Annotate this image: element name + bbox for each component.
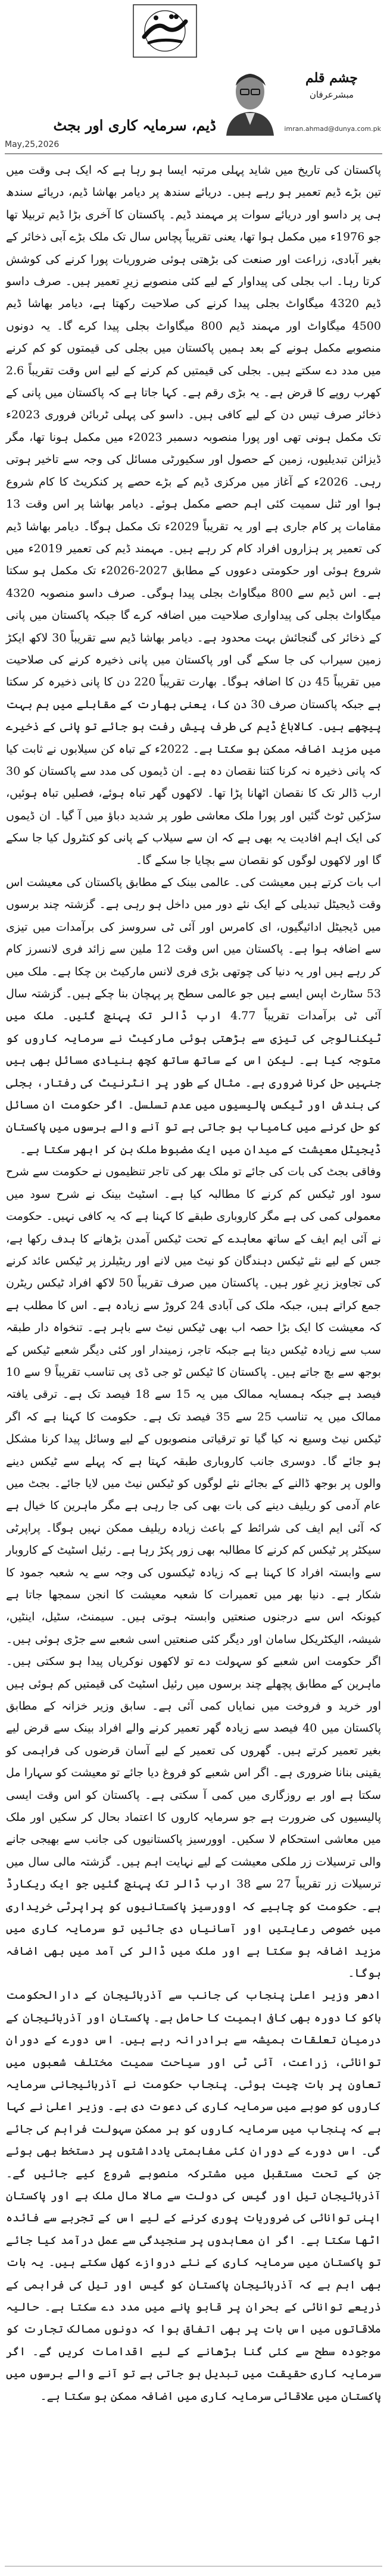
author-name: مبشرعرفان	[309, 89, 354, 100]
author-email[interactable]: imran.ahmad@dunya.com.pk	[284, 125, 381, 133]
dunya-logo	[132, 4, 198, 58]
author-portrait	[220, 65, 280, 136]
article-paragraph: پاکستان کی تاریخ میں شاید پہلی مرتبہ ایسا ہو رہا ہے کہ ایک ہی وقت میں تین بڑے ڈیم تعمیر ہو رہے ہیں۔ دریائے سندھ پر دیامر بھاشا ڈیم، دریائے سندھ ہی پر داسو اور دریائے سوات پر مہمند ڈیم۔ پاکستان کا آخری بڑا ڈیم تربیلا تھا جو 1976ء میں مکمل ہوا تھا، یعنی تقریباً پچاس سال تک ملک بڑے آبی ذخائر کے بغیر آبادی، زراعت اور صنعت کی بڑھتی ہوئی ضروریات پورا کرنے کی کوشش کرتا رہا۔ اب بجلی کی پیداوار کے لیے کئی منصوبے زیرِ تعمیر ہیں۔ صرف داسو ڈیم 4320 میگاواٹ بجلی پیدا کرنے کی صلاحیت رکھتا ہے، دیامر بھاشا ڈیم 4500 میگاواٹ اور مہمند ڈیم 800 میگاواٹ بجلی پیدا کرے گا۔ یہ دونوں منصوبے مکمل ہونے کے بعد ہمیں پاکستان میں بجلی کی قیمتوں کو کم کرنے میں مدد دے سکتے ہیں۔ بجلی کی قیمتیں کم کرنے کے لیے اس وقت تقریباً 2.6 کھرب روپے کا قرض ہے۔ یہ بڑی رقم ہے۔ کہا جاتا ہے کہ پاکستان میں پانی کے ذخائر صرف تیس دن کے لیے کافی ہیں۔ داسو کی پہلی ٹربائن فروری 2023ء تک مکمل ہونی تھی اور پورا منصوبہ دسمبر 2023ء میں مکمل ہونا تھا، مگر ڈیزائن تبدیلیوں، زمین کے حصول اور سکیورٹی مسائل کی وجہ سے تاخیر ہوتی رہی۔ 2026ء کے آغاز میں مرکزی ڈیم کے بڑے حصے پر کنکریٹ کا کام شروع ہوا اور ٹنل سمیت کئی اہم حصے مکمل ہوئے۔ دیامر بھاشا پر اس وقت 13 مقامات پر کام جاری ہے اور یہ تقریباً 2029ء تک مکمل ہوگا۔ دیامر بھاشا ڈیم کی تعمیر پر ہزاروں افراد کام کر رہے ہیں۔ مہمند ڈیم کی تعمیر 2019ء میں شروع ہوئی اور حکومتی دعووں کے مطابق 2027-2026ء تک مکمل ہو سکتا ہے۔ اس ڈیم سے 800 میگاواٹ بجلی پیدا ہوگی۔ صرف داسو منصوبہ 4320 میگاواٹ بجلی کی پیداواری صلاحیت میں اضافہ کرے گا جبکہ پاکستان میں پانی کے ذخائر کی گنجائش بہت محدود ہے۔ دیامر بھاشا ڈیم سے تقریباً 30 لاکھ ایکڑ زمین سیراب کی جا سکے گی اور پاکستان میں پانی ذخیرہ کرنے کی صلاحیت میں تقریباً 45 دن کا اضافہ ہوگا۔ بھارت تقریباً 220 دن کا پانی ذخیرہ کر سکتا ہے جبکہ پاکستان صرف 30 دن کا، یعنی بھارت کے مقابلے میں ہم بہت پیچھے ہیں۔ کالاباغ ڈیم کی طرف پیش رفت ہو جائے تو پانی کے ذخیرے میں مزید اضافہ ممکن ہو سکتا ہے۔ 2022ء کے تباہ کن سیلابوں نے ثابت کیا کہ پانی ذخیرہ نہ کرنا کتنا نقصان دہ ہے۔ ان ڈیموں کی مدد سے پاکستان کو 30 ارب ڈالر تک کا نقصان اٹھانا پڑا تھا۔ لاکھوں گھر تباہ ہوئے، فصلیں تباہ ہوئیں، سڑکیں ٹوٹ گئیں اور پورا ملک معاشی طور پر شدید دباؤ میں آ گیا۔ ان ڈیموں کی ایک اہم افادیت یہ بھی ہے کہ ان سے سیلاب کے پانی کو کنٹرول کیا جا سکے گا اور لاکھوں لوگوں کو نقصان سے بچایا جا سکے گا۔	[6, 164, 381, 867]
article-body	[6, 159, 381, 2408]
article-paragraph: اب بات کرتے ہیں معیشت کی۔ عالمی بینک کے مطابق پاکستان کی معیشت اس وقت ڈیجیٹل تبدیلی کے ایک نئے دور میں داخل ہو رہی ہے۔ گزشتہ چند برسوں میں ڈیجیٹل ادائیگیوں، ای کامرس اور آئی ٹی سروسز کی برآمدات میں تیزی سے اضافہ ہوا ہے۔ پاکستان میں اس وقت 12 ملین سے زائد فری لانسرز کام کر رہے ہیں اور یہ دنیا کی چوتھی بڑی فری لانس مارکیٹ بن چکا ہے۔ ملک میں 53 سٹارٹ اپس ایسے ہیں جو عالمی سطح پر پہچان بنا چکے ہیں۔ گزشتہ سال آئی ٹی برآمدات تقریباً 4.77 ارب ڈالر تک پہنچ گئیں۔ ملک میں ٹیکنالوجی کی تیزی سے بڑھتی ہوئی مارکیٹ نے سرمایہ کاروں کو متوجہ کیا ہے۔ لیکن اس کے ساتھ ساتھ کچھ بنیادی مسائل بھی ہیں جنہیں حل کرنا ضروری ہے۔ مثال کے طور پر انٹرنیٹ کی رفتار، بجلی کی بندش اور ٹیکس پالیسیوں میں عدم تسلسل۔ اگر حکومت ان مسائل کو حل کرنے میں کامیاب ہو جاتی ہے تو آنے والے برسوں میں پاکستان ڈیجیٹل معیشت کے میدان میں ایک مضبوط ملک بن کر ابھر سکتا ہے۔	[6, 876, 381, 1156]
author-photo	[220, 65, 280, 136]
article-paragraph: ادھر وزیر اعلیٰ پنجاب کی جانب سے آذربائیجان کے دارالحکومت باکو کا دورہ بھی کافی اہمیت کا حامل ہے۔ پاکستان اور آذربائیجان کے درمیان تعلقات ہمیشہ سے برادرانہ رہے ہیں۔ اس دورے کے دوران توانائی، زراعت، آئی ٹی اور سیاحت سمیت مختلف شعبوں میں تعاون پر بات چیت ہوئی۔ پنجاب حکومت نے آذربائیجانی سرمایہ کاروں کو صوبے میں سرمایہ کاری کی دعوت دی ہے۔ وزیر اعلیٰ نے کہا ہے کہ پنجاب میں سرمایہ کاروں کو ہر ممکن سہولت فراہم کی جائے گی۔ اس دورے کے دوران کئی مفاہمتی یادداشتوں پر دستخط بھی ہوئے جن کے تحت مستقبل میں مشترکہ منصوبے شروع کیے جائیں گے۔ آذربائیجان تیل اور گیس کی دولت سے مالا مال ملک ہے اور پاکستان اپنی توانائی کی ضروریات پوری کرنے کے لیے اس کے تجربے سے فائدہ اٹھا سکتا ہے۔ اگر ان معاہدوں پر سنجیدگی سے عمل درآمد کیا جائے تو پاکستان میں سرمایہ کاری کے نئے دروازے کھل سکتے ہیں۔ یہ بات بھی اہم ہے کہ آذربائیجان پاکستان کو گیس اور تیل کی فراہمی کے ذریعے توانائی کے بحران پر قابو پانے میں مدد دے سکتا ہے۔ حالیہ ملاقاتوں میں اس بات پر بھی اتفاق ہوا کہ دونوں ممالک تجارت کو موجودہ سطح سے کئی گنا بڑھانے کے لیے اقدامات کریں گے۔ اگر سرمایہ کاری حقیقت میں تبدیل ہو جاتی ہے تو آنے والے برسوں میں پاکستان میں علاقائی سرمایہ کاری میں اضافہ ممکن ہو سکتا ہے۔	[6, 1989, 381, 2403]
article-date: May,25,2026	[5, 140, 60, 149]
article-paragraph: وفاقی بجٹ کی بات کی جائے تو ملک بھر کی تاجر تنظیموں نے حکومت سے شرح سود اور ٹیکس کم کرنے کا مطالبہ کیا ہے۔ اسٹیٹ بینک نے شرح سود میں معمولی کمی کی ہے مگر کاروباری طبقے کا کہنا ہے کہ یہ کافی نہیں۔ حکومت نے آئی ایم ایف کے ساتھ معاہدے کے تحت ٹیکس آمدن بڑھانے کا ہدف رکھا ہے، جس کے لیے نئے ٹیکس دہندگان کو نیٹ میں لانے اور ریٹیلرز پر ٹیکس عائد کرنے کی تجاویز زیرِ غور ہیں۔ پاکستان میں صرف تقریباً 50 لاکھ افراد ٹیکس ریٹرن جمع کراتے ہیں، جبکہ ملک کی آبادی 24 کروڑ سے زیادہ ہے۔ اس کا مطلب ہے کہ معیشت کا ایک بڑا حصہ اب بھی ٹیکس نیٹ سے باہر ہے۔ تنخواہ دار طبقہ سب سے زیادہ ٹیکس دیتا ہے جبکہ تاجر، زمیندار اور کئی دیگر شعبے ٹیکس کے بوجھ سے بچ جاتے ہیں۔ پاکستان کا ٹیکس ٹو جی ڈی پی تناسب تقریباً 9 سے 10 فیصد ہے جبکہ ہمسایہ ممالک میں یہ 15 سے 18 فیصد تک ہے۔ ترقی یافتہ ممالک میں یہ تناسب 25 سے 35 فیصد تک ہے۔ حکومت کا کہنا ہے کہ اگر ٹیکس نیٹ وسیع نہ کیا گیا تو ترقیاتی منصوبوں کے لیے وسائل پیدا کرنا مشکل ہو جائے گا۔ دوسری جانب کاروباری طبقہ کہتا ہے کہ پہلے سے ٹیکس دینے والوں پر بوجھ ڈالنے کے بجائے نئے لوگوں کو ٹیکس نیٹ میں لایا جائے۔ بجٹ میں عام آدمی کو ریلیف دینے کی بات بھی کی جا رہی ہے مگر ماہرین کا خیال ہے کہ آئی ایم ایف کی شرائط کے باعث زیادہ ریلیف ممکن نہیں ہوگا۔ پراپرٹی سیکٹر پر ٹیکس کم کرنے کا مطالبہ بھی زور پکڑ رہا ہے۔ رئیل اسٹیٹ کے کاروبار سے وابستہ افراد کا کہنا ہے کہ زیادہ ٹیکسوں کی وجہ سے یہ شعبہ جمود کا شکار ہے۔ دنیا بھر میں تعمیرات کا شعبہ معیشت کا انجن سمجھا جاتا ہے کیونکہ اس سے درجنوں صنعتیں وابستہ ہوتی ہیں۔ سیمنٹ، سٹیل، اینٹیں، شیشہ، الیکٹریکل سامان اور دیگر کئی صنعتیں اسی شعبے سے جڑی ہوئی ہیں۔ اگر حکومت اس شعبے کو سہولت دے تو لاکھوں نوکریاں پیدا ہو سکتی ہیں۔ ماہرین کے مطابق پچھلے چند برسوں میں رئیل اسٹیٹ کی قیمتیں کم ہوئی ہیں اور خرید و فروخت میں نمایاں کمی آئی ہے۔ سابق وزیر خزانہ کے مطابق پاکستان میں 40 فیصد سے زیادہ گھر تعمیر کرنے والے افراد بینک سے قرض لیے بغیر تعمیر کرتے ہیں۔ گھروں کی تعمیر کے لیے آسان قرضوں کی فراہمی کو یقینی بنانا ضروری ہے۔ اگر اس شعبے کو فروغ دیا جائے تو معیشت کو سہارا مل سکتا ہے اور بے روزگاری میں کمی آ سکتی ہے۔ پاکستان کو اس وقت ایسی پالیسیوں کی ضرورت ہے جو سرمایہ کاروں کا اعتماد بحال کر سکیں اور ملک میں معاشی استحکام لا سکیں۔ اوورسیز پاکستانیوں کی جانب سے بھیجی جانے والی ترسیلات زر ملکی معیشت کے لیے نہایت اہم ہیں۔ گزشتہ مالی سال میں ترسیلات زر تقریباً 27 سے 38 ارب ڈالر تک پہنچ گئیں جو ایک ریکارڈ ہے۔ حکومت کو چاہیے کہ اوورسیز پاکستانیوں کو پراپرٹی خریداری میں خصوصی رعایتیں اور آسانیاں دی جائیں تو سرمایہ کاری میں مزید اضافہ ہو سکتا ہے اور ملک میں ڈالر کی آمد میں بھی اضافہ ہوگا۔	[6, 1165, 382, 1980]
column-name: چشم قلم	[305, 70, 358, 86]
logo-mark	[132, 4, 198, 58]
article-headline: ڈیم، سرمایہ کاری اور بجٹ	[53, 117, 216, 134]
author-block	[220, 65, 381, 146]
